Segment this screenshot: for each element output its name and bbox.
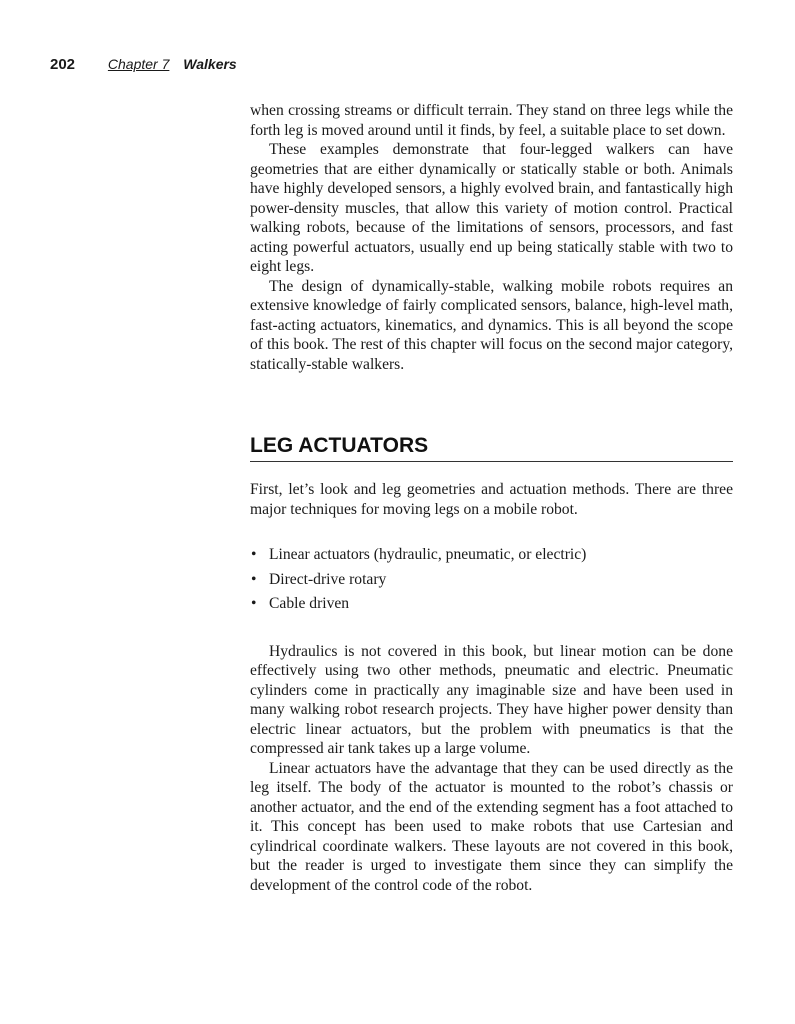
chapter-title: Walkers bbox=[183, 56, 237, 72]
running-head bbox=[50, 54, 237, 75]
body-paragraph: These examples demonstrate that four-legged walkers can have geometries that are either dynamically or statically stable or both. Animals have highly developed sensors, a highly evolved brain, and fantastically high power-density muscles, that allow this variety of motion control. Practical walking robots, because of the limitations of sensors, processors, and fast acting powerful actuators, usually end up being statically stable with two to eight legs. bbox=[250, 141, 733, 275]
list-item: • Linear actuators (hydraulic, pneumatic, or electric) bbox=[250, 543, 733, 568]
page-number: 202 bbox=[50, 56, 76, 73]
body-paragraph-continued: when crossing streams or difficult terrain. They stand on three legs while the forth leg is moved around until it finds, by feel, a suitable place to set down. bbox=[250, 102, 733, 139]
chapter-label: Chapter 7 bbox=[107, 56, 170, 72]
body-paragraph: Linear actuators have the advantage that they can be used directly as the leg itself. The body of the actuator is mounted to the robot’s chassis or another actuator, and the end of the extending segment has a foot attached to it. This concept has been used to make robots that use Cartesian and cylindrical coordinate walkers. These layouts are not covered in this book, but the reader is urged to investigate them since they can simplify the development of the control code of the robot. bbox=[250, 759, 733, 894]
list-item: • Direct-drive rotary bbox=[250, 568, 733, 593]
section-heading: LEG ACTUATORS bbox=[250, 432, 733, 462]
body-text-column bbox=[250, 101, 733, 895]
bullet-list bbox=[250, 543, 733, 617]
body-paragraph: The design of dynamically-stable, walking mobile robots requires an extensive knowledge of fairly complicated sensors, balance, high-level math, fast-acting actuators, kinematics, and dynamics. This is all beyond the scope of this book. The rest of this chapter will focus on the second major category, statically-stable walkers. bbox=[250, 277, 733, 373]
body-paragraph: Hydraulics is not covered in this book, but linear motion can be done effectively using two other methods, pneumatic and electric. Pneumatic cylinders come in practically any imaginable size and have been used in many walking robot research projects. They have higher power density than electric linear actuators, but the problem with pneumatics is that the compressed air tank takes up a large volume. bbox=[250, 642, 733, 757]
intro-paragraph: First, let’s look and leg geometries and actuation methods. There are three major techniques for moving legs on a mobile robot. bbox=[250, 481, 733, 518]
list-item: • Cable driven bbox=[250, 592, 733, 617]
